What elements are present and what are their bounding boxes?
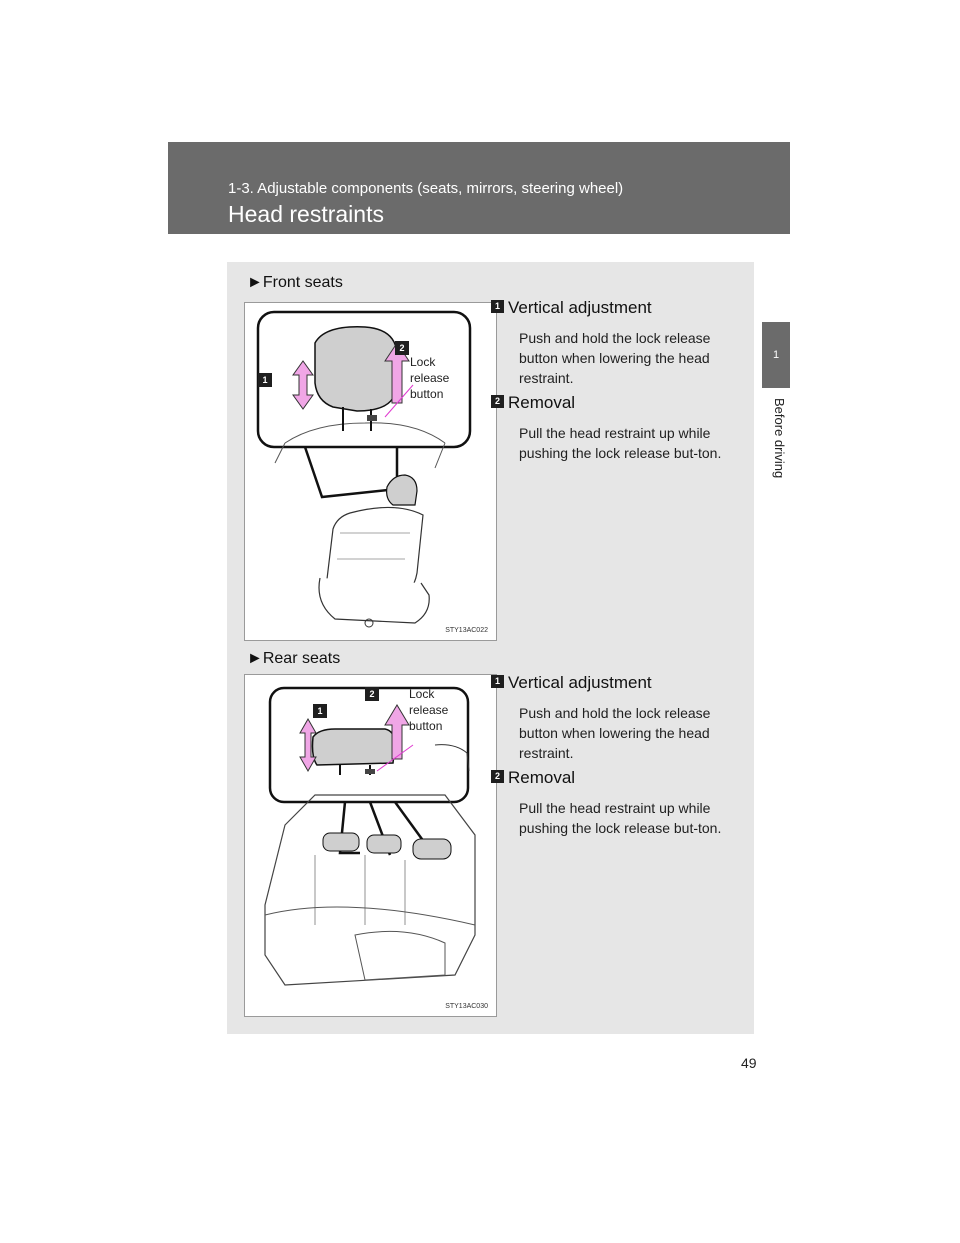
rear-figure-mark-2: 2 [365, 687, 379, 701]
chapter-tab: 1 [762, 322, 790, 388]
rear-figure-code: STY13AC030 [445, 1003, 488, 1010]
section-heading-rear: ►Rear seats [247, 650, 341, 667]
item-title-front-1: Vertical adjustment [508, 298, 652, 317]
front-figure-code: STY13AC022 [445, 627, 488, 634]
front-figure-mark-2: 2 [395, 341, 409, 355]
item-number-rear-2: 2 [491, 770, 504, 783]
item-text-rear-2: Pull the head restraint up while pushing the lock release but-ton. [519, 800, 722, 836]
rear-figure-mark-1: 1 [313, 704, 327, 718]
item-text-rear-1: Push and hold the lock release button when lowering the head restraint. [519, 705, 711, 761]
item-number-front-2: 2 [491, 395, 504, 408]
front-seat-illustration [245, 303, 496, 640]
item-title-front-2: Removal [508, 393, 576, 412]
front-lock-release-label: Lock release button [410, 355, 450, 401]
front-seat-figure [244, 302, 497, 641]
rear-lock-release-label: Lock release button [409, 687, 449, 733]
item-number-rear-1: 1 [491, 675, 504, 688]
item-title-rear-1: Vertical adjustment [508, 673, 652, 692]
item-number-front-1: 1 [491, 300, 504, 313]
item-text-front-2: Pull the head restraint up while pushing the lock release but-ton. [519, 425, 722, 461]
rear-seat-illustration [245, 675, 496, 1016]
rear-seat-figure [244, 674, 497, 1017]
content-panel [227, 262, 754, 1034]
page-title: Head restraints [228, 201, 384, 227]
item-title-rear-2: Removal [508, 768, 576, 787]
section-header [168, 142, 790, 234]
front-figure-mark-1: 1 [258, 373, 272, 387]
breadcrumb: 1-3. Adjustable components (seats, mirrors, steering wheel) [228, 180, 624, 197]
page-number: 49 [741, 1055, 757, 1071]
item-text-front-1: Push and hold the lock release button when lowering the head restraint. [519, 330, 711, 386]
chapter-tab-label: Before driving [772, 398, 787, 479]
section-heading-front: ►Front seats [247, 274, 343, 291]
